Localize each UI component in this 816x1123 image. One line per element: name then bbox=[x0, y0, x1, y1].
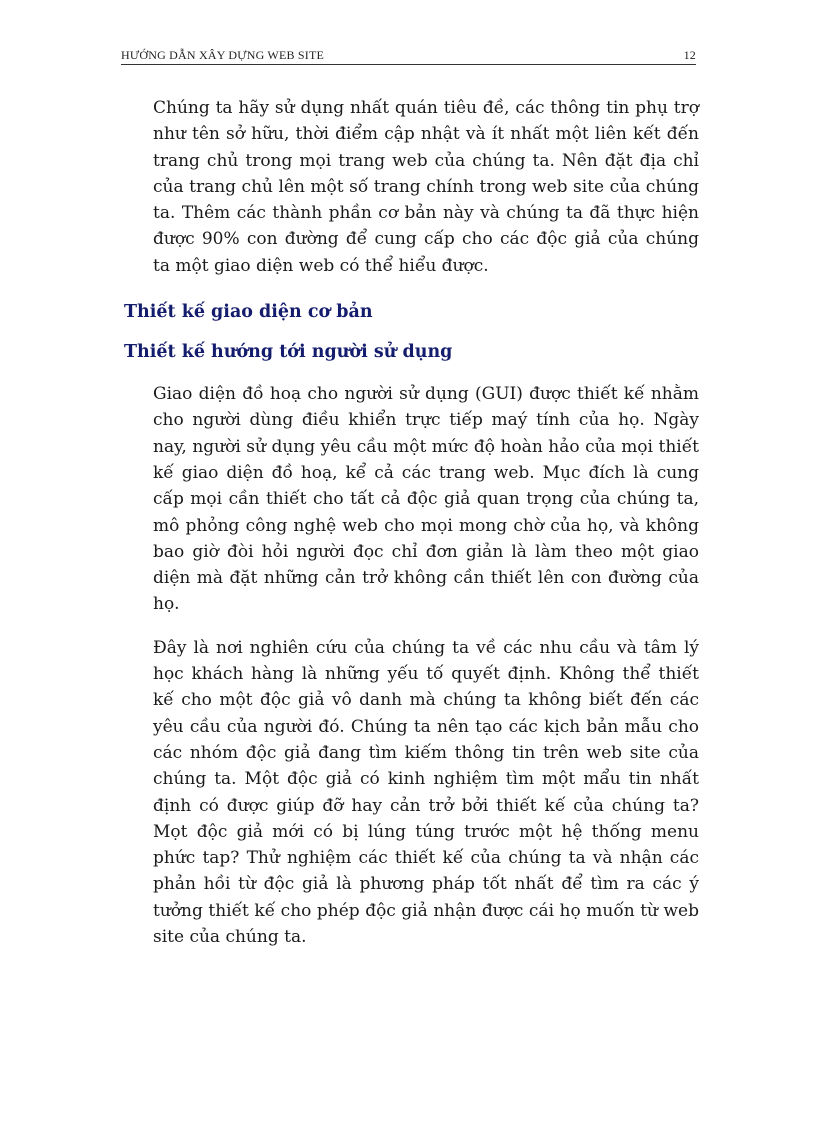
paragraph-research: Đây là nơi nghiên cứu của chúng ta về các nhu cầu và tâm lý học khách hàng là những yếu tố quyết định. Không thể thiết kế cho một độc giả vô danh mà chúng ta không biết đến các yêu cầu của người đó. Chúng ta nên tạo các kịch bản mẫu cho các nhóm độc giả đang tìm kiếm thông tin trên web site của chúng ta. Một độc giả có kinh nghiệm tìm một mẩu tin nhất định có được giúp đỡ hay cản trở bởi thiết kế của chúng ta? Mọt độc giả mới có bị lúng túng trước một hệ thống menu phức tap? Thử nghiệm các thiết kế của chúng ta và nhận các phản hồi từ độc giả là phương pháp tốt nhất để tìm ra các ý tưởng thiết kế cho phép độc giả nhận được cái họ muốn từ web site của chúng ta. bbox=[153, 637, 699, 948]
document-title: HƯỚNG DẪN XÂY DỰNG WEB SITE bbox=[121, 48, 325, 62]
page-number: 12 bbox=[683, 48, 696, 62]
paragraph-gui: Giao diện đồ hoạ cho người sử dụng (GUI) được thiết kế nhằm cho người dùng điều khiển trực tiếp maý tính của họ. Ngày nay, người sử dụng yêu cầu một mức độ hoàn hảo của mọi thiết kế giao diện đồ hoạ, kể cả các trang web. Mục đích là cung cấp mọi cần thiết cho tất cả độc giả quan trọng của chúng ta, mô phỏng công nghệ web cho mọi mong chờ của họ, và không bao giờ đòi hỏi người đọc chỉ đơn giản là làm theo một giao diện mà đặt những cản trở không cần thiết lên con đường của họ. bbox=[153, 384, 699, 615]
paragraph-intro: Chúng ta hãy sử dụng nhất quán tiêu đề, các thông tin phụ trợ như tên sở hữu, thời điểm cập nhật và ít nhất một liên kết đến trang chủ trong mọi trang web của chúng ta. Nên đặt địa chỉ của trang chủ lên một số trang chính trong web site của chúng ta. Thêm các thành phần cơ bản này và chúng ta đã thực hiện được 90% con đường để cung cấp cho các độc giả của chúng ta một giao diện web có thể hiểu được. bbox=[153, 98, 699, 276]
page-content bbox=[124, 95, 699, 950]
section-heading-user-centered: Thiết kế hướng tới người sử dụng bbox=[124, 342, 453, 363]
running-header bbox=[121, 48, 696, 65]
section-heading-basic-interface: Thiết kế giao diện cơ bản bbox=[124, 302, 373, 323]
